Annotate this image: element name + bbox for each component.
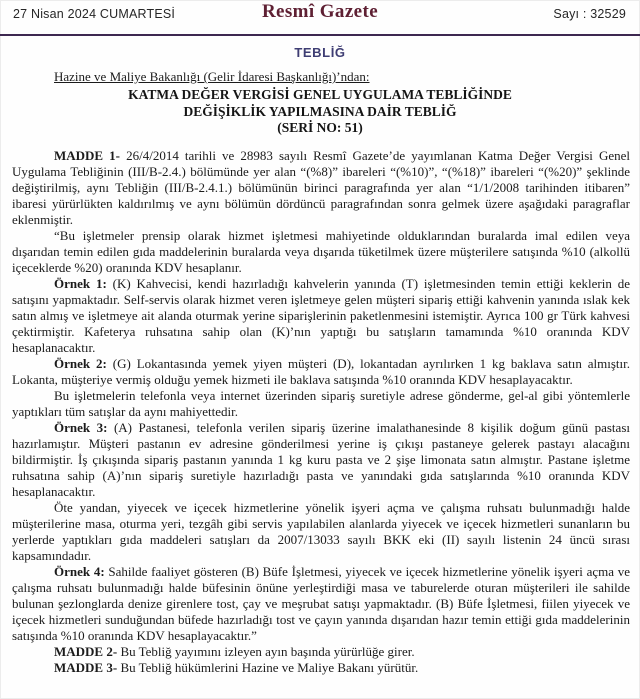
paragraph-ornek-2 (12, 356, 630, 388)
paragraph-text: Bu Tebliğ hükümlerini Hazine ve Maliye Bakanı yürütür. (117, 659, 419, 675)
issue-date: 27 Nisan 2024 CUMARTESİ (13, 7, 176, 21)
paragraph-ornek-3 (12, 420, 630, 500)
paragraph-lead: MADDE 1- (54, 147, 121, 163)
document-body (0, 137, 640, 676)
gazette-title: Resmî Gazete (261, 1, 379, 22)
paragraph-added-intro (12, 228, 630, 276)
paragraph-text: “Bu işletmeler prensip olarak hizmet işletmesi mahiyetinde olduklarından buralarda imal edilen veya dışarıdan temin edilen gıda maddelerinin buralarda veya dışarıda tüketilmek üzere müşterilere satışında %10 (alkollü içeceklerde %20) oranında KDV hesaplanır. (12, 227, 630, 275)
paragraph-madde-2 (12, 644, 630, 660)
paragraph-lead: Örnek 2: (54, 355, 107, 371)
paragraph-text: Sahilde faaliyet gösteren (B) Büfe İşletmesi, yiyecek ve içecek hizmetlerine yönelik işyeri açma ve çalışma ruhsatı bulunmadığı halde büfesinin önüne yerleştirdiği masa ve taburelerde oturan müşterileri ile sahilde bulunan şezlonglarda denize girenlere tost, çay ve meşrubat satışı yapmaktadır. (B) Büfe İşletmesi, fiilen yiyecek ve içecek hizmetleri sunduğundan büfede hazırladığı tost ve çayın yanında dışarıdan hazır temin ettiği gıda maddelerinin satışında %10 oranında KDV hesaplayacaktır.” (12, 563, 630, 643)
paragraph-ornek-1 (12, 276, 630, 356)
paragraph-lead: Örnek 3: (54, 419, 108, 435)
paragraph-ote-yandan (12, 500, 630, 564)
paragraph-text: (A) Pastanesi, telefonla verilen sipariş üzerine imalathanesinde 8 kişilik doğum günü pastası hazırlamıştır. Müşteri pastanın ev adresine gönderilmesi yerine iş çıkışı pastaneye gelerek pastayı alacağını bildirmiştir. İş çıkışında sipariş pastanın yanında 1 kg kuru pasta ve 2 şişe limonata satın almıştır. Pastane işletme ruhsatına sahip (A)’nın sipariş suretiyle hazırladığı pasta ve yanındaki gıda satışlarında %10 oranında KDV hesaplanacaktır. (12, 419, 630, 499)
masthead (0, 0, 640, 30)
paragraph-text: 26/4/2014 tarihli ve 28983 sayılı Resmî Gazete’de yayımlanan Katma Değer Vergisi Genel Uygulama Tebliğinin (III/B-2.4.) bölümünde yer alan “(%8)” ibareleri “(%10)”, “(%18)” ibareleri “(%20)” şeklinde değiştirilmiş, aynı Tebliğin (III/B-2.4.1.) bölümünün birinci paragrafında yer alan “1/1/2008 tarihinden itibaren” ibaresi yürürlükten kaldırılmış ve aynı bölümün dördüncü paragrafından sonra gelmek üzere aşağıdaki paragraflar eklenmiştir. (12, 147, 631, 227)
paragraph-ornek-4 (12, 564, 630, 644)
issue-number: Sayı : 32529 (553, 7, 626, 21)
paragraph-text: (G) Lokantasında yemek yiyen müşteri (D), lokantadan ayrılırken 1 kg baklava satın almıştır. Lokanta, müşteriye vermiş olduğu yemek hizmeti ile baklava satışında %10 oranında KDV hesaplayacaktır. (12, 355, 630, 387)
header-rule (0, 34, 640, 36)
doc-title-line-3: (SERİ NO: 51) (277, 120, 363, 135)
paragraph-sales-methods (12, 388, 630, 420)
paragraph-text: (K) Kahvecisi, kendi hazırladığı kahvelerin yanında (T) işletmesinden temin ettiği keklerin de satışını yapmaktadır. Self-servis olarak hizmet veren işletmeye gelen müşteri sipariş ettiği kahvenin yanında ıslak kek satın almış ve işletmeye ait alanda oturmak yerine siparişlerinin paketlenmesini istemiştir. Ayrıca 100 gr Türk kahvesi çektirmiştir. Kafeterya ruhsatına sahip olan (K)’nın yaptığı bu satışların tamamında %10 oranında KDV hesaplanacaktır. (12, 275, 630, 355)
doc-title-line-2: DEĞİŞİKLİK YAPILMASINA DAİR TEBLİĞ (183, 103, 457, 119)
paragraph-madde-1 (12, 148, 630, 228)
paragraph-lead: MADDE 3- (54, 659, 118, 675)
paragraph-text: Bu işletmelerin telefonla veya internet üzerinden sipariş suretiyle adrese gönderme, gel-al gibi yöntemlerle yaptıkları tüm satışlar da aynı mahiyettedir. (12, 387, 630, 419)
doc-title-line-1: KATMA DEĞER VERGİSİ GENEL UYGULAMA TEBLİĞİNDE (128, 87, 512, 102)
section-label: TEBLİĞ (294, 45, 346, 60)
paragraph-lead: MADDE 2- (54, 643, 118, 659)
paragraph-madde-3 (12, 660, 630, 676)
paragraph-lead: Örnek 1: (54, 275, 107, 291)
issuer-line: Hazine ve Maliye Bakanlığı (Gelir İdaresi Başkanlığı)’ndan: (54, 69, 370, 84)
paragraph-text: Öte yandan, yiyecek ve içecek hizmetlerine yönelik işyeri açma ve çalışma ruhsatı bulunmadığı halde müşterilerine masa, oturma yeri, tezgâh gibi servis yapılabilen alanlarda yiyecek ve içecek hizmetleri sunanların bu yerlerde yaptıkları gıda maddeleri satışları da 2007/13033 sayılı BKK eki (II) sayılı listenin 24 üncü sırası kapsamındadır. (12, 499, 630, 563)
paragraph-text: Bu Tebliğ yayımını izleyen ayın başında yürürlüğe girer. (117, 643, 415, 659)
paragraph-lead: Örnek 4: (54, 563, 105, 579)
